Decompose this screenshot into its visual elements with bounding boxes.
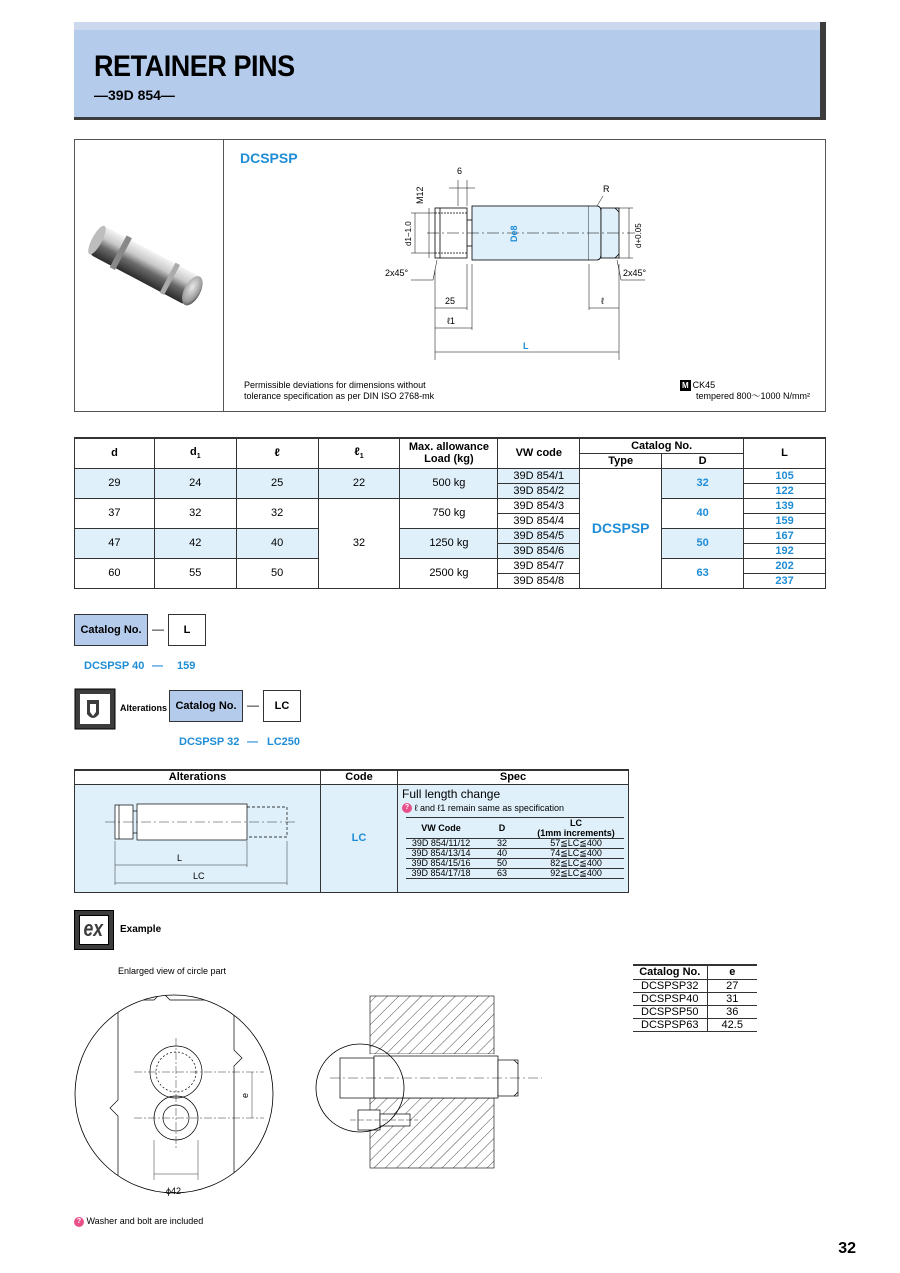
col-vw-code: VW code <box>498 438 580 468</box>
alt-example-LC: LC250 <box>267 736 301 748</box>
tolerance-note <box>244 380 484 402</box>
material-badge: M <box>682 381 689 390</box>
dim-ell: ℓ <box>601 296 604 306</box>
table-row: 39D 854/17/18 63 92≦LC≦400 <box>406 869 624 879</box>
order-catalog-box: Catalog No. <box>74 614 148 646</box>
material-spec <box>680 380 810 402</box>
alt-col-spec: Spec <box>398 770 629 784</box>
alt-spec-note: ? ℓ and ℓ1 remain same as specification <box>398 801 628 818</box>
cell-vw: 39D 854/8 <box>498 573 580 588</box>
cell-d1: 24 <box>154 468 236 498</box>
table-row: 39D 854/13/14 40 74≦LC≦400 <box>406 849 624 859</box>
table-row: DCSPSP40 31 <box>633 992 757 1005</box>
alt-dim-L: L <box>177 852 183 863</box>
cell-type: DCSPSP <box>580 468 662 588</box>
alt-dim-LC: LC <box>193 870 205 881</box>
col-max-load: Max. allowance Load (kg) <box>400 438 498 468</box>
col-D: D <box>662 453 744 468</box>
cell-L: 192 <box>744 543 826 558</box>
col-L: L <box>744 438 826 468</box>
cell-D: 63 <box>662 558 744 588</box>
order-example-L: 159 <box>177 660 196 672</box>
material-treatment: tempered 800～1000 N/mm² <box>695 391 810 401</box>
table-row <box>75 558 826 573</box>
col-d: d <box>75 438 155 468</box>
example-icon: ex <box>74 910 114 950</box>
alt-col-alterations: Alterations <box>75 770 321 784</box>
col-catalog-no: Catalog No. <box>580 438 744 453</box>
cell-L: 202 <box>744 558 826 573</box>
col-d1: $d_1$ <box>154 438 236 468</box>
header-top-band <box>74 22 820 30</box>
spec-col-vw: VW Code <box>406 818 476 839</box>
cell-vw: 39D 854/3 <box>498 498 580 513</box>
spec-col-lc: LC (1mm increments) <box>528 818 624 839</box>
cell-vw: 39D 854/1 <box>498 468 580 483</box>
alt-spec-title: Full length change <box>402 786 501 801</box>
dim-chamfer-left: 2x45° <box>385 268 409 278</box>
page-title: RETAINER PINS <box>94 50 295 83</box>
enlarged-view-drawing <box>74 980 276 1206</box>
cell-load: 750 kg <box>400 498 498 528</box>
e-table <box>633 964 757 1032</box>
table-row: 39D 854/11/12 32 57≦LC≦400 <box>406 839 624 849</box>
alt-catalog-box: Catalog No. <box>169 690 243 722</box>
table-row: DCSPSP32 27 <box>633 979 757 992</box>
cell-ell: 25 <box>236 468 318 498</box>
cell-L: 122 <box>744 483 826 498</box>
cell-ell: 50 <box>236 558 318 588</box>
table-row: 39D 854/15/16 50 82≦LC≦400 <box>406 859 624 869</box>
cell-vw: 39D 854/4 <box>498 513 580 528</box>
cell-d1: 32 <box>154 498 236 528</box>
dim-chamfer-right: 2x45° <box>623 268 647 278</box>
tolerance-note-line2: tolerance specification as per DIN ISO 2768-mk <box>244 391 435 401</box>
cell-d: 47 <box>75 528 155 558</box>
cell-ell1: 22 <box>318 468 400 498</box>
alt-example-dash: — <box>247 736 258 748</box>
e-col-e: e <box>707 965 757 979</box>
cell-ell1: 32 <box>318 498 400 588</box>
dim-6: 6 <box>457 166 463 176</box>
cell-d: 60 <box>75 558 155 588</box>
assembly-drawing <box>310 994 550 1170</box>
cell-L: 167 <box>744 528 826 543</box>
col-ell: ℓ <box>236 438 318 468</box>
cell-ell: 32 <box>236 498 318 528</box>
product-divider <box>223 140 224 411</box>
enlarged-caption: Enlarged view of circle part <box>118 966 227 976</box>
cell-d: 37 <box>75 498 155 528</box>
cell-d1: 42 <box>154 528 236 558</box>
cell-d1: 55 <box>154 558 236 588</box>
col-type: Type <box>580 453 662 468</box>
table-row: DCSPSP50 36 <box>633 1005 757 1018</box>
footnote-text: Washer and bolt are included <box>86 1216 204 1226</box>
dim-de8: De8 <box>509 225 519 242</box>
alt-drawing-cell <box>75 784 321 892</box>
page-number: 32 <box>838 1240 856 1257</box>
cell-load: 500 kg <box>400 468 498 498</box>
cell-vw: 39D 854/2 <box>498 483 580 498</box>
page-header <box>74 22 826 120</box>
col-ell1: ℓ$_1$ <box>318 438 400 468</box>
cell-load: 2500 kg <box>400 558 498 588</box>
info-icon: ? <box>74 1217 84 1227</box>
page-subtitle: —39D 854— <box>94 87 175 103</box>
order-dash: — <box>152 622 164 636</box>
dim-d1: d1−1.0 <box>404 221 413 246</box>
dim-e: e <box>240 1092 250 1098</box>
alt-drawing <box>75 785 319 891</box>
dim-25: 25 <box>445 296 456 306</box>
table-row <box>75 528 826 543</box>
spec-table <box>74 437 826 589</box>
cell-D: 40 <box>662 498 744 528</box>
technical-drawing <box>345 160 685 370</box>
cell-L: 159 <box>744 513 826 528</box>
dim-phi42: ϕ42 <box>166 1186 182 1196</box>
tolerance-note-line1: Permissible deviations for dimensions without <box>244 380 426 390</box>
alt-dash: — <box>247 698 259 712</box>
e-col-catalog: Catalog No. <box>633 965 707 979</box>
example-label: Example <box>120 924 162 935</box>
order-L-box: L <box>168 614 206 646</box>
dim-r: R <box>603 184 610 194</box>
table-row <box>75 468 826 483</box>
product-type-label: DCSPSP <box>240 150 298 166</box>
alt-spec-table <box>406 817 624 879</box>
alt-col-code: Code <box>320 770 397 784</box>
info-icon: ? <box>402 803 412 813</box>
dim-m12: M12 <box>415 186 425 204</box>
alt-spec-cell <box>398 784 629 892</box>
alt-LC-box: LC <box>263 690 301 722</box>
cell-L: 105 <box>744 468 826 483</box>
material-name: CK45 <box>692 380 716 390</box>
cell-load: 1250 kg <box>400 528 498 558</box>
alt-example-catalog: DCSPSP 32 <box>179 736 240 748</box>
cell-d: 29 <box>75 468 155 498</box>
table-row: DCSPSP63 42.5 <box>633 1018 757 1031</box>
pin-photo <box>79 210 219 330</box>
cell-vw: 39D 854/7 <box>498 558 580 573</box>
alt-code-cell: LC <box>320 784 397 892</box>
cell-ell: 40 <box>236 528 318 558</box>
dim-ell1: ℓ1 <box>447 316 455 326</box>
cell-D: 32 <box>662 468 744 498</box>
spec-col-D: D <box>476 818 528 839</box>
cell-vw: 39D 854/6 <box>498 543 580 558</box>
cell-vw: 39D 854/5 <box>498 528 580 543</box>
order-example-catalog: DCSPSP 40 <box>84 660 145 672</box>
dim-L: L <box>523 341 529 351</box>
cell-L: 237 <box>744 573 826 588</box>
order-example-dash: — <box>152 660 163 672</box>
table-row <box>75 498 826 513</box>
alterations-table <box>74 769 629 893</box>
cell-D: 50 <box>662 528 744 558</box>
footnote <box>74 1216 203 1227</box>
dim-d-tol: d+0.05 <box>634 223 643 248</box>
product-box <box>74 139 826 412</box>
alterations-label: Alterations <box>120 703 168 713</box>
cell-L: 139 <box>744 498 826 513</box>
alterations-icon <box>74 688 116 730</box>
